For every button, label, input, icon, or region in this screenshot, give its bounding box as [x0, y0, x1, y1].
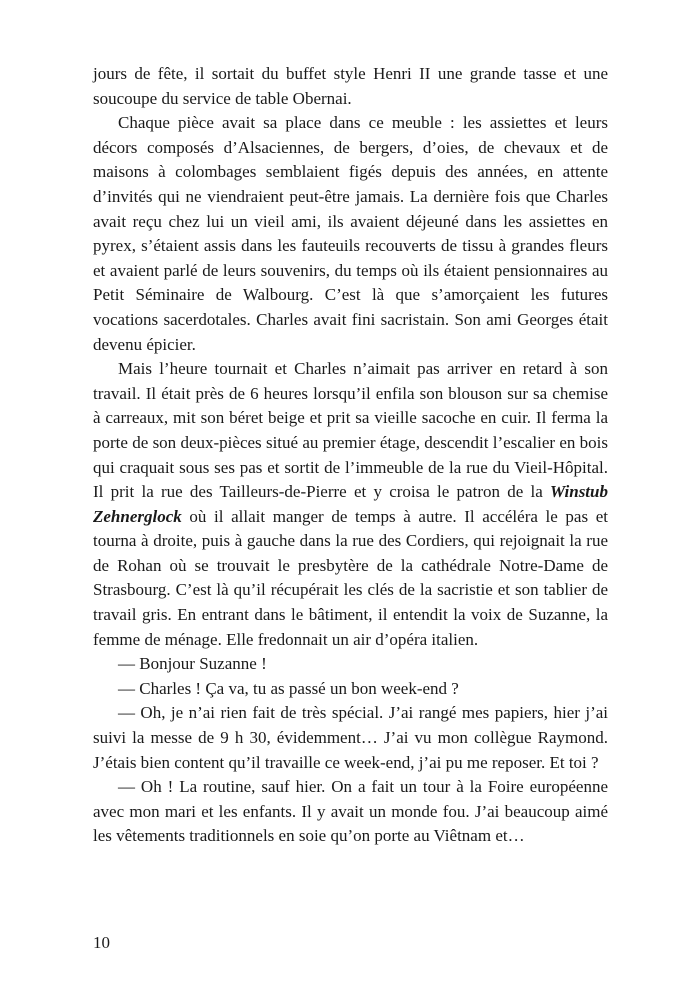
page-number: 10: [93, 933, 110, 952]
paragraph-2: Chaque pièce avait sa place dans ce meuble : les assiettes et leurs décors composés d’Alsaciennes, de bergers, d’oies, de chevaux et de maisons à colombages semblaient figés depuis des années, en attente d’invités qui ne viendraient peut-être jamais. La dernière fois que Charles avait reçu chez lui un vieil ami, ils avaient déjeuné dans les assiettes en pyrex, s’étaient assis dans les fauteuils recouverts de tissu à grandes fleurs et avaient parlé de leurs souvenirs, du temps où ils étaient pensionnaires au Petit Séminaire de Walbourg. C’est là que s’amorçaient les futures vocations sacerdotales. Charles avait fini sacristain. Son ami Georges était devenu épicier.: [93, 113, 608, 354]
paragraph-3: [93, 357, 608, 652]
paragraph-1: jours de fête, il sortait du buffet style Henri II une grande tasse et une soucoupe du service de table Obernai.: [93, 64, 608, 108]
page-body: [93, 62, 608, 849]
paragraph-3-part-1: Mais l’heure tournait et Charles n’aimait pas arriver en retard à son travail. Il était près de 6 heures lorsqu’il enfila son blouson sur sa chemise à carreaux, mit son béret beige et prit sa vieille sacoche en cuir. Il ferma la porte de son deux-pièces situé au premier étage, descendit l’escalier en bois qui craquait sous ses pas et sortit de l’immeuble de la rue du Vieil-Hôpital. Il prit la rue des Tailleurs-de-Pierre et y croisa le patron de la: [93, 359, 608, 502]
dialogue-line-3: — Oh, je n’ai rien fait de très spécial. J’ai rangé mes papiers, hier j’ai suivi la messe de 9 h 30, évidemment… J’ai vu mon collègue Raymond. J’étais bien content qu’il travaille ce week-end, j’ai pu me reposer. Et toi ?: [93, 703, 608, 772]
paragraph-3-part-2: où il allait manger de temps à autre. Il accéléra le pas et tourna à droite, puis à gauche dans la rue des Cordiers, qui rejoignait la rue de Rohan où se trouvait le presbytère de la cathédrale Notre-Dame de Strasbourg. C’est là qu’il récupérait les clés de la sacristie et son tablier de travail gris. En entrant dans le bâtiment, il entendit la voix de Suzanne, la femme de ménage. Elle fredonnait un air d’opéra italien.: [93, 506, 608, 649]
dialogue-line-1: — Bonjour Suzanne !: [118, 654, 267, 674]
dialogue-line-4: — Oh ! La routine, sauf hier. On a fait un tour à la Foire européenne avec mon mari et les enfants. Il y avait un monde fou. J’ai beaucoup aimé les vêtements traditionnels en soie qu’on porte au Viêtnam et…: [93, 777, 608, 846]
dialogue-line-2: — Charles ! Ça va, tu as passé un bon week-end ?: [118, 678, 459, 698]
winstub-name: Winstub Zehnerglock: [93, 482, 608, 526]
